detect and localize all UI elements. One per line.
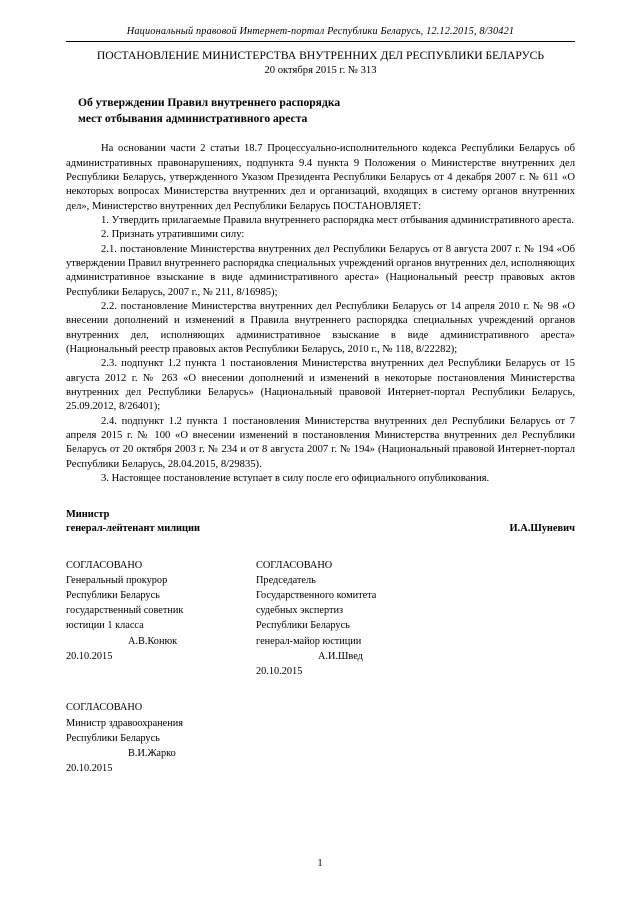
approval-line: юстиции 1 класса (66, 620, 144, 632)
body-paragraph: 2.1. постановление Министерства внутренних дел Республики Беларусь от 8 августа 2007 г. № 194 «Об утверждении Правил внутреннего распорядка специальных учреждений органов внутренних дел, исполняющих административное взыскание в виде административного ареста» (Национальный реестр правовых актов Республики Беларусь, 2007 г., № 211, 8/16985); (66, 243, 575, 298)
approval-line: генерал-майор юстиции (256, 635, 362, 647)
approval-block-health-ministry (66, 700, 575, 776)
signer-post-line-2: генерал-лейтенант милиции (66, 523, 201, 535)
signature-block (66, 508, 575, 536)
approval-line: государственный советник (66, 605, 184, 617)
act-subject-line-2: мест отбывания административного ареста (78, 112, 308, 126)
body-paragraph: На основании части 2 статьи 18.7 Процессуально-исполнительного кодекса Республики Беларусь об административных правонарушениях, подпункта 9.4 пункта 9 Положения о Министерстве внутренних дел Республики Беларусь, утвержденного Указом Президента Республики Беларусь от 4 декабря 2007 г. № 611 «О некоторых вопросах Министерства внутренних дел и организаций, входящих в систему органов внутренних дел», Министерство внутренних дел Республики Беларусь ПОСТАНОВЛЯЕТ: (66, 143, 575, 212)
approval-line: Генеральный прокурор (66, 574, 168, 586)
signer-name: И.А.Шуневич (509, 523, 575, 535)
approval-person: В.И.Жарко (128, 748, 176, 760)
body-paragraph: 2. Признать утратившими силу: (101, 229, 245, 241)
signer-post-line-1: Министр (66, 509, 110, 521)
approval-date: 20.10.2015 (66, 650, 113, 662)
approval-person: А.И.Швед (318, 650, 363, 662)
page-number: 1 (317, 858, 323, 869)
approval-line: Государственного комитета (256, 590, 377, 601)
approval-heading: СОГЛАСОВАНО (66, 702, 143, 714)
document-content (66, 26, 575, 777)
header-divider (66, 41, 575, 42)
approvals-row (66, 558, 575, 680)
approval-line: Республики Беларусь (256, 620, 350, 632)
body-paragraph: 2.3. подпункт 1.2 пункта 1 постановления Министерства внутренних дел Республики Беларусь от 15 августа 2012 г. № 263 «О внесении дополнений и изменений в некоторые постановления Министерства внутренних дел Республики Беларусь» (Национальный правовой Интернет-портал Республики Беларусь, 25.09.2012, 8/26401); (66, 358, 575, 413)
approval-block-prosecutor (66, 558, 256, 680)
act-subject-line-1: Об утверждении Правил внутреннего распорядка (78, 96, 341, 110)
approval-date: 20.10.2015 (66, 763, 113, 775)
body-paragraph: 2.2. постановление Министерства внутренних дел Республики Беларусь от 14 апреля 2010 г. № 98 «О внесении дополнений и изменений в Правила внутреннего распорядка специальных учреждений органов внутренних дел, исполняющих административное взыскание в виде административного ареста» (Национальный реестр правовых актов Республики Беларусь, 2010 г., № 118, 8/22282); (66, 300, 575, 355)
approval-line: судебных экспертиз (256, 605, 344, 617)
signature-row (66, 522, 575, 536)
running-header: Национальный правовой Интернет-портал Республики Беларусь, 12.12.2015, 8/30421 (126, 26, 515, 37)
body-paragraph: 3. Настоящее постановление вступает в силу после его официального опубликования. (101, 473, 490, 485)
approval-line: Председатель (256, 574, 316, 586)
body-paragraph: 2.4. подпункт 1.2 пункта 1 постановления Министерства внутренних дел Республики Беларусь от 7 апреля 2015 г. № 100 «О внесении изменений в постановления Министерства внутренних дел Республики Беларусь от 20 октября 2003 г. № 234 и от 8 августа 2007 г. № 194» (Национальный правовой Интернет-портал Республики Беларусь, 28.04.2015, 8/29835). (66, 415, 575, 470)
approval-line: Республики Беларусь (66, 590, 160, 601)
act-body (66, 142, 575, 486)
approval-person: А.В.Конюк (128, 635, 178, 647)
approval-heading: СОГЛАСОВАНО (256, 559, 333, 571)
act-subject-heading (78, 95, 575, 127)
approval-date: 20.10.2015 (256, 666, 303, 678)
act-kind-title: ПОСТАНОВЛЕНИЕ МИНИСТЕРСТВА ВНУТРЕННИХ ДЕЛ РЕСПУБЛИКИ БЕЛАРУСЬ (96, 48, 545, 62)
approval-line: Республики Беларусь (66, 732, 160, 744)
approval-block-forensic-committee (256, 558, 506, 680)
approval-heading: СОГЛАСОВАНО (66, 559, 143, 571)
approval-line: Министр здравоохранения (66, 717, 183, 729)
body-paragraph: 1. Утвердить прилагаемые Правила внутреннего распорядка мест отбывания административного ареста. (101, 214, 574, 226)
act-date-number: 20 октября 2015 г. № 313 (264, 64, 377, 76)
